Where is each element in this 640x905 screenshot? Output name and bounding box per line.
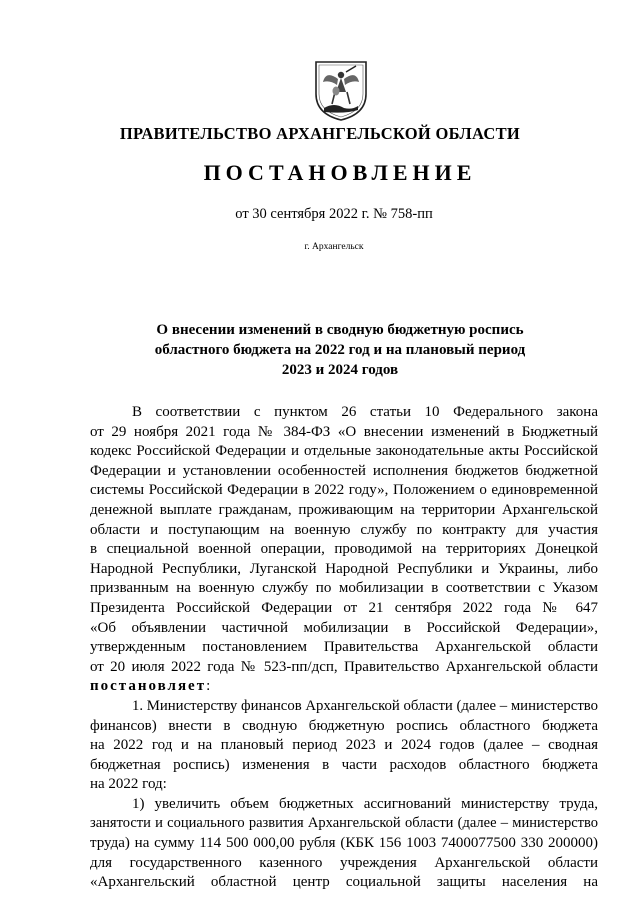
- body-line: Федерации и установлении особенностей исполнения бюджетов бюджетной: [90, 462, 598, 479]
- body-line: Народной Республики, Луганской Народной Республики и Украины, либо: [90, 560, 598, 577]
- date-and-number: от 30 сентября 2022 г. № 758-пп: [235, 206, 433, 222]
- title-line: О внесении изменений в сводную бюджетную роспись: [156, 322, 524, 338]
- title-line: 2023 и 2024 годов: [281, 362, 399, 378]
- body-line: от 20 июля 2022 года № 523-пп/дсп, Правительство Архангельской области: [90, 658, 598, 675]
- item1-line: 1. Министерству финансов Архангельской области (далее – министерство: [132, 697, 598, 714]
- body-line: области и поступающим на военную службу по контракту для участия: [90, 521, 598, 538]
- subitem-line: «Архангельский областной центр социальной защиты населения на: [90, 874, 598, 891]
- body-line: системы Российской Федерации в 2022 году», Положением о единовременной: [90, 482, 598, 499]
- body-line: от 29 ноября 2021 года № 384-ФЗ «О внесении изменений в Бюджетный: [90, 423, 598, 440]
- body-line: В соответствии с пунктом 26 статьи 10 Федерального закона: [132, 404, 598, 420]
- body-line: утвержденным постановлением Правительства Архангельской области: [90, 639, 598, 656]
- document-body: [90, 403, 598, 893]
- subitem-line: труда) на сумму 114 500 000,00 рубля (КБК 156 1003 7400077500 330 200000): [90, 835, 598, 852]
- decree-word: постановляет: [90, 678, 207, 695]
- subitem-line: для государственного казенного учреждения Архангельской области: [90, 854, 598, 871]
- body-line: денежной выплате гражданам, проживающим на территории Архангельской: [90, 501, 598, 518]
- document-title: [140, 320, 540, 380]
- coat-of-arms-emblem: [310, 58, 372, 122]
- subitem-line: занятости и социального развития Архангельской области (далее – министерство: [90, 815, 598, 832]
- body-line: призванным на военную службу по мобилизации в соответствии с Указом: [90, 580, 598, 597]
- city: г. Архангельск: [304, 242, 364, 252]
- document-type: ПОСТАНОВЛЕНИЕ: [203, 160, 477, 185]
- organization-name: ПРАВИТЕЛЬСТВО АРХАНГЕЛЬСКОЙ ОБЛАСТИ: [119, 124, 521, 143]
- body-line: в специальной военной операции, проводимой на территориях Донецкой: [90, 541, 598, 558]
- decree-line: [90, 677, 598, 697]
- item1-line: финансов) внести в сводную бюджетную роспись областного бюджета: [90, 717, 598, 734]
- body-line: Президента Российской Федерации от 21 сентября 2022 года № 647: [90, 599, 598, 616]
- body-line: кодекс Российской Федерации и отдельные законодательные акты Российской: [90, 443, 598, 460]
- item1-line: бюджетная роспись) изменения в части расходов областного бюджета: [90, 756, 598, 773]
- subitem-line: 1) увеличить объем бюджетных ассигнований министерству труда,: [132, 795, 598, 812]
- item1-line: на 2022 год и на плановый период 2023 и 2024 годов (далее – сводная: [90, 737, 598, 754]
- item1-line: на 2022 год:: [90, 776, 167, 793]
- body-line: «Об объявлении частичной мобилизации в Российской Федерации»,: [90, 619, 598, 636]
- decree-colon: :: [206, 678, 211, 695]
- title-line: областного бюджета на 2022 год и на плановый период: [154, 342, 526, 358]
